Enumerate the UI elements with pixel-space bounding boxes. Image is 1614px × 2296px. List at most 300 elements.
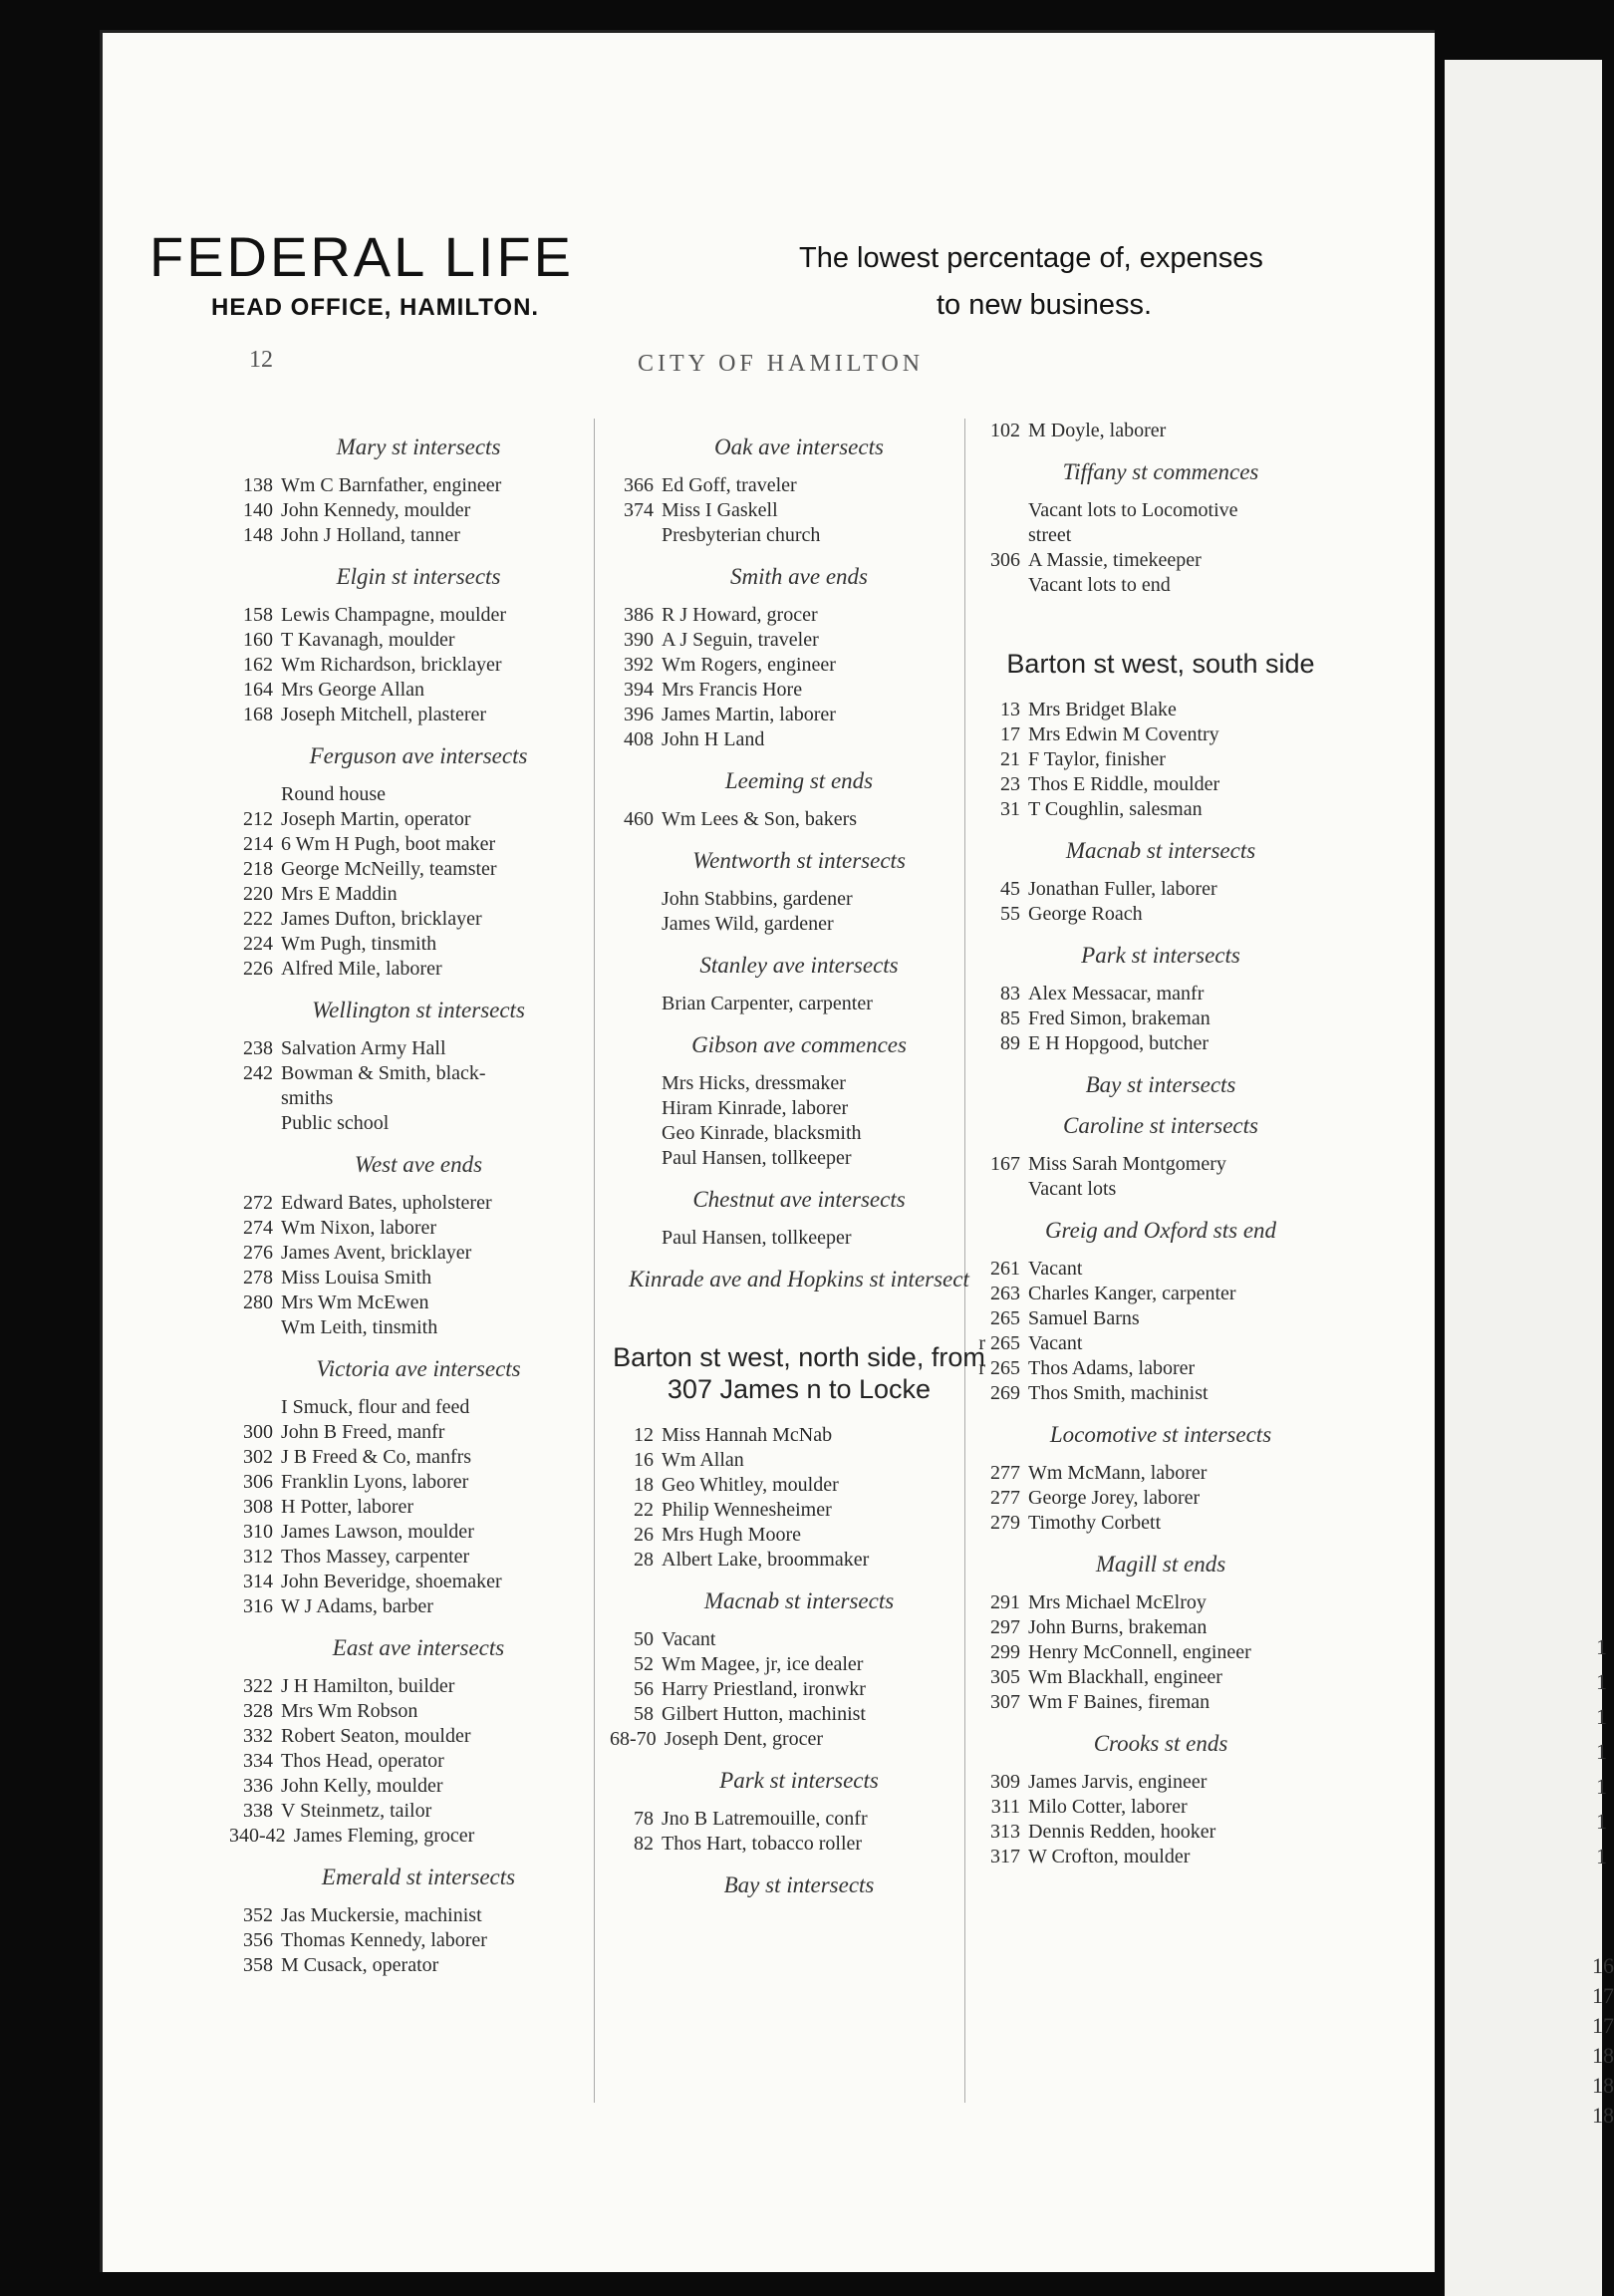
directory-entry — [229, 1594, 608, 1619]
resident-name: Samuel Barns — [1028, 1307, 1140, 1329]
resident-name: Gilbert Hutton, machinist — [662, 1703, 866, 1725]
street-section-heading: Barton st west, south side — [1006, 649, 1315, 679]
house-number: 277 — [990, 1462, 1020, 1484]
directory-entry — [976, 1257, 1345, 1282]
directory-entry — [976, 772, 1345, 797]
directory-entry — [229, 957, 608, 982]
directory-entry — [976, 1356, 1345, 1381]
house-number: 28 — [634, 1549, 654, 1571]
house-number: 220 — [243, 883, 273, 905]
resident-name: Miss Sarah Montgomery — [1028, 1153, 1226, 1175]
house-number: 85 — [1000, 1007, 1020, 1029]
street-intersection-heading: Macnab st intersects — [1065, 838, 1256, 863]
directory-entry — [229, 523, 608, 548]
house-number: 314 — [243, 1571, 273, 1592]
directory-entry — [610, 1548, 988, 1573]
house-number: 22 — [634, 1499, 654, 1521]
resident-name: James Lawson, moulder — [281, 1521, 474, 1543]
directory-entry — [976, 1845, 1345, 1869]
resident-name: Dennis Redden, hooker — [1028, 1821, 1216, 1843]
adjacent-page-fragment: 1 — [1596, 1669, 1607, 1694]
house-number — [610, 1226, 654, 1251]
directory-entry — [610, 1096, 988, 1121]
directory-entry — [610, 1121, 988, 1146]
resident-name: John Beveridge, shoemaker — [281, 1571, 502, 1592]
street-intersection-heading: Smith ave ends — [730, 564, 868, 589]
directory-entry — [229, 1266, 608, 1291]
resident-name: Thos Smith, machinist — [1028, 1382, 1209, 1404]
house-number: 316 — [243, 1595, 273, 1617]
house-number: 31 — [1000, 798, 1020, 820]
adjacent-page-fragment: 16 — [1592, 1953, 1614, 1978]
directory-entry — [976, 1640, 1345, 1665]
house-number: 269 — [990, 1382, 1020, 1404]
house-number: 168 — [243, 704, 273, 725]
directory-entry — [610, 1523, 988, 1548]
adjacent-page-fragment: 1 — [1596, 1774, 1607, 1799]
house-number: 390 — [624, 629, 654, 651]
directory-entry — [229, 1774, 608, 1799]
directory-entry — [229, 1036, 608, 1061]
resident-name: Thos Head, operator — [281, 1750, 444, 1772]
directory-entry — [976, 1282, 1345, 1306]
resident-name: Jonathan Fuller, laborer — [1028, 878, 1217, 900]
resident-name: Thos Adams, laborer — [1028, 1357, 1196, 1379]
directory-entry — [229, 882, 608, 907]
directory-entry — [610, 1832, 988, 1857]
directory-entry — [610, 1727, 988, 1752]
resident-name: Mrs Hugh Moore — [662, 1524, 801, 1546]
directory-entry — [976, 1795, 1345, 1820]
directory-entry — [229, 1570, 608, 1594]
directory-entry — [229, 832, 608, 857]
directory-entry — [976, 1006, 1345, 1031]
resident-name: Vacant — [662, 1628, 716, 1650]
resident-name: John Burns, brakeman — [1028, 1616, 1208, 1638]
directory-entry — [610, 1498, 988, 1523]
house-number: 224 — [243, 933, 273, 955]
directory-entry — [976, 902, 1345, 927]
directory-entry — [976, 1331, 1345, 1356]
house-number: 276 — [243, 1242, 273, 1264]
house-number: 334 — [243, 1750, 273, 1772]
directory-entry — [229, 1724, 608, 1749]
house-number — [610, 887, 654, 912]
house-number: 297 — [990, 1616, 1020, 1638]
resident-name: Wm Rogers, engineer — [662, 654, 836, 676]
page-title: CITY OF HAMILTON — [638, 351, 925, 377]
house-number — [976, 1177, 1020, 1202]
street-intersection-heading: Park st intersects — [1081, 943, 1240, 968]
resident-name: Vacant — [1028, 1258, 1083, 1280]
resident-name: Public school — [281, 1112, 390, 1134]
house-number: 277 — [990, 1487, 1020, 1509]
house-number: r 265 — [978, 1357, 1020, 1379]
resident-name: Wm Magee, jr, ice dealer — [662, 1653, 864, 1675]
ad-tagline-1: The lowest percentage of, expenses — [799, 242, 1263, 274]
resident-name: Jno B Latremouille, confr — [662, 1808, 868, 1830]
directory-entry — [976, 1461, 1345, 1486]
house-number: 322 — [243, 1675, 273, 1697]
directory-entry — [976, 1306, 1345, 1331]
resident-name: John J Holland, tanner — [281, 524, 460, 546]
resident-name: Vacant — [1028, 1332, 1083, 1354]
house-number: 138 — [243, 474, 273, 496]
resident-name: Round house — [281, 783, 386, 805]
directory-entry — [610, 1807, 988, 1832]
house-number: 148 — [243, 524, 273, 546]
street-intersection-heading: Park st intersects — [719, 1768, 879, 1793]
resident-name: Hiram Kinrade, laborer — [662, 1097, 849, 1119]
resident-name: John Kelly, moulder — [281, 1775, 443, 1797]
resident-name: Wm Leith, tinsmith — [281, 1316, 438, 1338]
resident-name: Wm Nixon, laborer — [281, 1217, 437, 1239]
resident-name: street — [1028, 524, 1072, 546]
directory-entry — [976, 722, 1345, 747]
directory-entry — [610, 498, 988, 523]
house-number: 310 — [243, 1521, 273, 1543]
adjacent-page-fragment: 18 — [1592, 2103, 1614, 2128]
house-number: 340-42 — [229, 1825, 286, 1847]
directory-entry — [610, 1146, 988, 1171]
directory-entry — [610, 628, 988, 653]
resident-name: Mrs Edwin M Coventry — [1028, 723, 1219, 745]
directory-entry — [229, 857, 608, 882]
house-number: r 265 — [978, 1332, 1020, 1354]
street-intersection-heading: East ave intersects — [332, 1635, 505, 1660]
directory-entry — [976, 1820, 1345, 1845]
resident-name: M Doyle, laborer — [1028, 420, 1167, 441]
resident-name: Miss I Gaskell — [662, 499, 778, 521]
resident-name: Wm Pugh, tinsmith — [281, 933, 437, 955]
directory-entry — [229, 1799, 608, 1824]
directory-entry — [976, 877, 1345, 902]
resident-name: John Kennedy, moulder — [281, 499, 471, 521]
directory-entry — [229, 1749, 608, 1774]
directory-entry — [610, 703, 988, 727]
directory-entry — [610, 727, 988, 752]
adjacent-page-fragment: 1 — [1596, 1809, 1607, 1834]
directory-column-1 — [229, 419, 608, 1978]
directory-entry — [229, 907, 608, 932]
directory-entry — [229, 932, 608, 957]
directory-entry — [610, 1702, 988, 1727]
directory-entry — [610, 1473, 988, 1498]
directory-entry — [229, 1241, 608, 1266]
house-number: 272 — [243, 1192, 273, 1214]
directory-entry — [229, 1315, 608, 1340]
house-number: 226 — [243, 958, 273, 980]
street-intersection-heading: Ferguson ave intersects — [309, 743, 528, 768]
house-number — [610, 1071, 654, 1096]
resident-name: John B Freed, manfr — [281, 1421, 445, 1443]
resident-name: Presbyterian church — [662, 524, 821, 546]
directory-entry — [976, 1152, 1345, 1177]
resident-name: Mrs Wm Robson — [281, 1700, 418, 1722]
house-number: 263 — [990, 1283, 1020, 1304]
resident-name: James Fleming, grocer — [293, 1825, 475, 1847]
house-number: 18 — [634, 1474, 654, 1496]
house-number: 332 — [243, 1725, 273, 1747]
resident-name: George Jorey, laborer — [1028, 1487, 1201, 1509]
house-number: 17 — [1000, 723, 1020, 745]
resident-name: Joseph Martin, operator — [281, 808, 471, 830]
house-number: 167 — [990, 1153, 1020, 1175]
resident-name: Wm Lees & Son, bakers — [662, 808, 858, 830]
resident-name: Mrs Michael McElroy — [1028, 1591, 1207, 1613]
resident-name: Jas Muckersie, machinist — [281, 1904, 482, 1926]
resident-name: Thos E Riddle, moulder — [1028, 773, 1220, 795]
house-number — [229, 1111, 273, 1136]
directory-entry — [229, 807, 608, 832]
resident-name: Ed Goff, traveler — [662, 474, 797, 496]
resident-name: Miss Hannah McNab — [662, 1424, 833, 1446]
resident-name: Albert Lake, broommaker — [662, 1549, 870, 1571]
house-number: 140 — [243, 499, 273, 521]
advertisement-banner — [149, 194, 1345, 334]
resident-name: Geo Kinrade, blacksmith — [662, 1122, 862, 1144]
street-intersection-heading: Locomotive st intersects — [1049, 1422, 1272, 1447]
house-number: 392 — [624, 654, 654, 676]
directory-entry — [976, 419, 1345, 443]
resident-name: Mrs Hicks, dressmaker — [662, 1072, 846, 1094]
house-number: 12 — [634, 1424, 654, 1446]
resident-name: Mrs Francis Hore — [662, 679, 803, 701]
house-number: 55 — [1000, 903, 1020, 925]
resident-name: Thos Massey, carpenter — [281, 1546, 470, 1568]
directory-entry — [610, 653, 988, 678]
resident-name: J H Hamilton, builder — [281, 1675, 455, 1697]
resident-name: Fred Simon, brakeman — [1028, 1007, 1210, 1029]
resident-name: Mrs Bridget Blake — [1028, 699, 1177, 720]
resident-name: Vacant lots to end — [1028, 574, 1171, 596]
resident-name: Harry Priestland, ironwkr — [662, 1678, 866, 1700]
street-intersection-heading: Caroline st intersects — [1063, 1113, 1258, 1138]
directory-entry — [610, 1448, 988, 1473]
directory-entry — [976, 698, 1345, 722]
resident-name: Milo Cotter, laborer — [1028, 1796, 1188, 1818]
adjacent-page-edge — [1445, 60, 1614, 2296]
house-number: 52 — [634, 1653, 654, 1675]
house-number — [610, 1146, 654, 1171]
resident-name: F Taylor, finisher — [1028, 748, 1166, 770]
directory-entry — [229, 1445, 608, 1470]
adjacent-page-fragment: 1 — [1596, 1704, 1607, 1729]
house-number — [229, 1086, 273, 1111]
street-intersection-heading: Greig and Oxford sts end — [1044, 1218, 1277, 1243]
house-number: 83 — [1000, 983, 1020, 1004]
street-intersection-heading: Kinrade ave and Hopkins st intersect — [629, 1267, 969, 1292]
directory-entry — [976, 797, 1345, 822]
resident-name: Joseph Mitchell, plasterer — [281, 704, 487, 725]
house-number — [610, 1096, 654, 1121]
resident-name: Alfred Mile, laborer — [281, 958, 442, 980]
directory-entry — [976, 747, 1345, 772]
street-intersection-heading: Mary st intersects — [336, 434, 501, 459]
house-number: 78 — [634, 1808, 654, 1830]
house-number: 386 — [624, 604, 654, 626]
street-intersection-heading: Elgin st intersects — [336, 564, 501, 589]
house-number: 13 — [1000, 699, 1020, 720]
resident-name: Mrs Wm McEwen — [281, 1292, 429, 1313]
resident-name: I Smuck, flour and feed — [281, 1396, 470, 1418]
resident-name: Franklin Lyons, laborer — [281, 1471, 469, 1493]
resident-name: James Wild, gardener — [662, 913, 834, 935]
house-number: 218 — [243, 858, 273, 880]
house-number: 102 — [990, 420, 1020, 441]
directory-entry — [976, 1665, 1345, 1690]
street-section-heading: Barton st west, north side, from 307 James n to Locke — [613, 1342, 985, 1404]
directory-entry — [976, 1615, 1345, 1640]
directory-entry — [229, 1699, 608, 1724]
resident-name: V Steinmetz, tailor — [281, 1800, 432, 1822]
street-intersection-heading: Emerald st intersects — [321, 1865, 516, 1889]
resident-name: M Cusack, operator — [281, 1954, 439, 1976]
directory-entry — [229, 1111, 608, 1136]
directory-entry — [229, 1061, 608, 1086]
street-intersection-heading: Oak ave intersects — [714, 434, 884, 459]
resident-name: James Jarvis, engineer — [1028, 1771, 1208, 1793]
resident-name: Philip Wennesheimer — [662, 1499, 832, 1521]
house-number: 311 — [990, 1796, 1020, 1818]
street-intersection-heading: Bay st intersects — [1085, 1072, 1236, 1097]
resident-name: Paul Hansen, tollkeeper — [662, 1227, 852, 1249]
house-number: 396 — [624, 704, 654, 725]
house-number: 26 — [634, 1524, 654, 1546]
house-number — [229, 1315, 273, 1340]
house-number: 291 — [990, 1591, 1020, 1613]
house-number: 212 — [243, 808, 273, 830]
resident-name: Mrs George Allan — [281, 679, 425, 701]
adjacent-page-fragment: 1 — [1596, 1634, 1607, 1659]
directory-entry — [610, 523, 988, 548]
resident-name: Timothy Corbett — [1028, 1512, 1162, 1534]
house-number: 214 — [243, 833, 273, 855]
directory-entry — [976, 982, 1345, 1006]
resident-name: Vacant lots — [1028, 1178, 1117, 1200]
house-number: 58 — [634, 1703, 654, 1725]
house-number: 336 — [243, 1775, 273, 1797]
house-number: 82 — [634, 1833, 654, 1855]
directory-entry — [610, 1071, 988, 1096]
house-number: 164 — [243, 679, 273, 701]
resident-name: T Coughlin, salesman — [1028, 798, 1203, 820]
house-number: 358 — [243, 1954, 273, 1976]
house-number: 56 — [634, 1678, 654, 1700]
house-number: 279 — [990, 1512, 1020, 1534]
directory-entry — [229, 473, 608, 498]
resident-name: T Kavanagh, moulder — [281, 629, 455, 651]
directory-entry — [976, 1381, 1345, 1406]
directory-entry — [976, 1511, 1345, 1536]
directory-entry — [976, 498, 1345, 523]
house-number: 312 — [243, 1546, 273, 1568]
adjacent-page-fragment: 18 — [1592, 2043, 1614, 2068]
street-intersection-heading: Chestnut ave intersects — [692, 1187, 906, 1212]
resident-name: James Dufton, bricklayer — [281, 908, 482, 930]
house-number: 242 — [243, 1062, 273, 1084]
resident-name: Vacant lots to Locomotive — [1028, 499, 1238, 521]
resident-name: 6 Wm H Pugh, boot maker — [281, 833, 496, 855]
house-number: 317 — [990, 1846, 1020, 1867]
resident-name: W J Adams, barber — [281, 1595, 433, 1617]
directory-entry — [229, 1953, 608, 1978]
street-intersection-heading: Stanley ave intersects — [699, 953, 899, 978]
resident-name: Wm Allan — [662, 1449, 744, 1471]
resident-name: Wm McMann, laborer — [1028, 1462, 1208, 1484]
directory-entry — [229, 1191, 608, 1216]
resident-name: Wm Richardson, bricklayer — [281, 654, 502, 676]
house-number — [610, 992, 654, 1016]
house-number: 21 — [1000, 748, 1020, 770]
house-number — [976, 523, 1020, 548]
resident-name: Thos Hart, tobacco roller — [662, 1833, 863, 1855]
house-number: 261 — [990, 1258, 1020, 1280]
house-number — [610, 523, 654, 548]
resident-name: H Potter, laborer — [281, 1496, 414, 1518]
directory-entry — [976, 548, 1345, 573]
house-number: 278 — [243, 1267, 273, 1289]
adjacent-page-fragment: 17 — [1592, 1983, 1614, 2008]
directory-entry — [229, 1291, 608, 1315]
directory-entry — [610, 912, 988, 937]
directory-entry — [610, 678, 988, 703]
house-number: 356 — [243, 1929, 273, 1951]
street-intersection-heading: Gibson ave commences — [691, 1032, 907, 1057]
house-number: 280 — [243, 1292, 273, 1313]
resident-name: Paul Hansen, tollkeeper — [662, 1147, 852, 1169]
resident-name: R J Howard, grocer — [662, 604, 818, 626]
directory-entry — [229, 1495, 608, 1520]
house-number: 366 — [624, 474, 654, 496]
house-number: 222 — [243, 908, 273, 930]
house-number: 352 — [243, 1904, 273, 1926]
house-number — [976, 498, 1020, 523]
directory-entry — [976, 1590, 1345, 1615]
ad-tagline-2: to new business. — [937, 289, 1153, 321]
house-number: 306 — [990, 549, 1020, 571]
street-intersection-heading: Victoria ave intersects — [316, 1356, 521, 1381]
house-number — [610, 912, 654, 937]
resident-name: A Massie, timekeeper — [1028, 549, 1202, 571]
resident-name: George Roach — [1028, 903, 1143, 925]
adjacent-page-fragment: 1 — [1596, 1844, 1607, 1868]
resident-name: Alex Messacar, manfr — [1028, 983, 1205, 1004]
resident-name: Edward Bates, upholsterer — [281, 1192, 492, 1214]
directory-entry — [229, 653, 608, 678]
resident-name: Wm Blackhall, engineer — [1028, 1666, 1222, 1688]
directory-entry — [610, 1677, 988, 1702]
resident-name: Bowman & Smith, black- — [281, 1062, 486, 1084]
house-number: 16 — [634, 1449, 654, 1471]
adjacent-page-fragment: 17 — [1592, 2013, 1614, 2038]
resident-name: James Martin, laborer — [662, 704, 836, 725]
resident-name: John Stabbins, gardener — [662, 888, 853, 910]
directory-entry — [610, 1627, 988, 1652]
street-intersection-heading: Bay st intersects — [723, 1872, 875, 1897]
resident-name: Miss Louisa Smith — [281, 1267, 432, 1289]
resident-name: E H Hopgood, butcher — [1028, 1032, 1210, 1054]
directory-entry — [229, 628, 608, 653]
page-number: 12 — [249, 347, 273, 373]
directory-entry — [229, 1545, 608, 1570]
street-intersection-heading: Leeming st ends — [724, 768, 874, 793]
house-number: 299 — [990, 1641, 1020, 1663]
resident-name: W Crofton, moulder — [1028, 1846, 1191, 1867]
directory-entry — [976, 1177, 1345, 1202]
directory-entry — [229, 1903, 608, 1928]
house-number: 45 — [1000, 878, 1020, 900]
